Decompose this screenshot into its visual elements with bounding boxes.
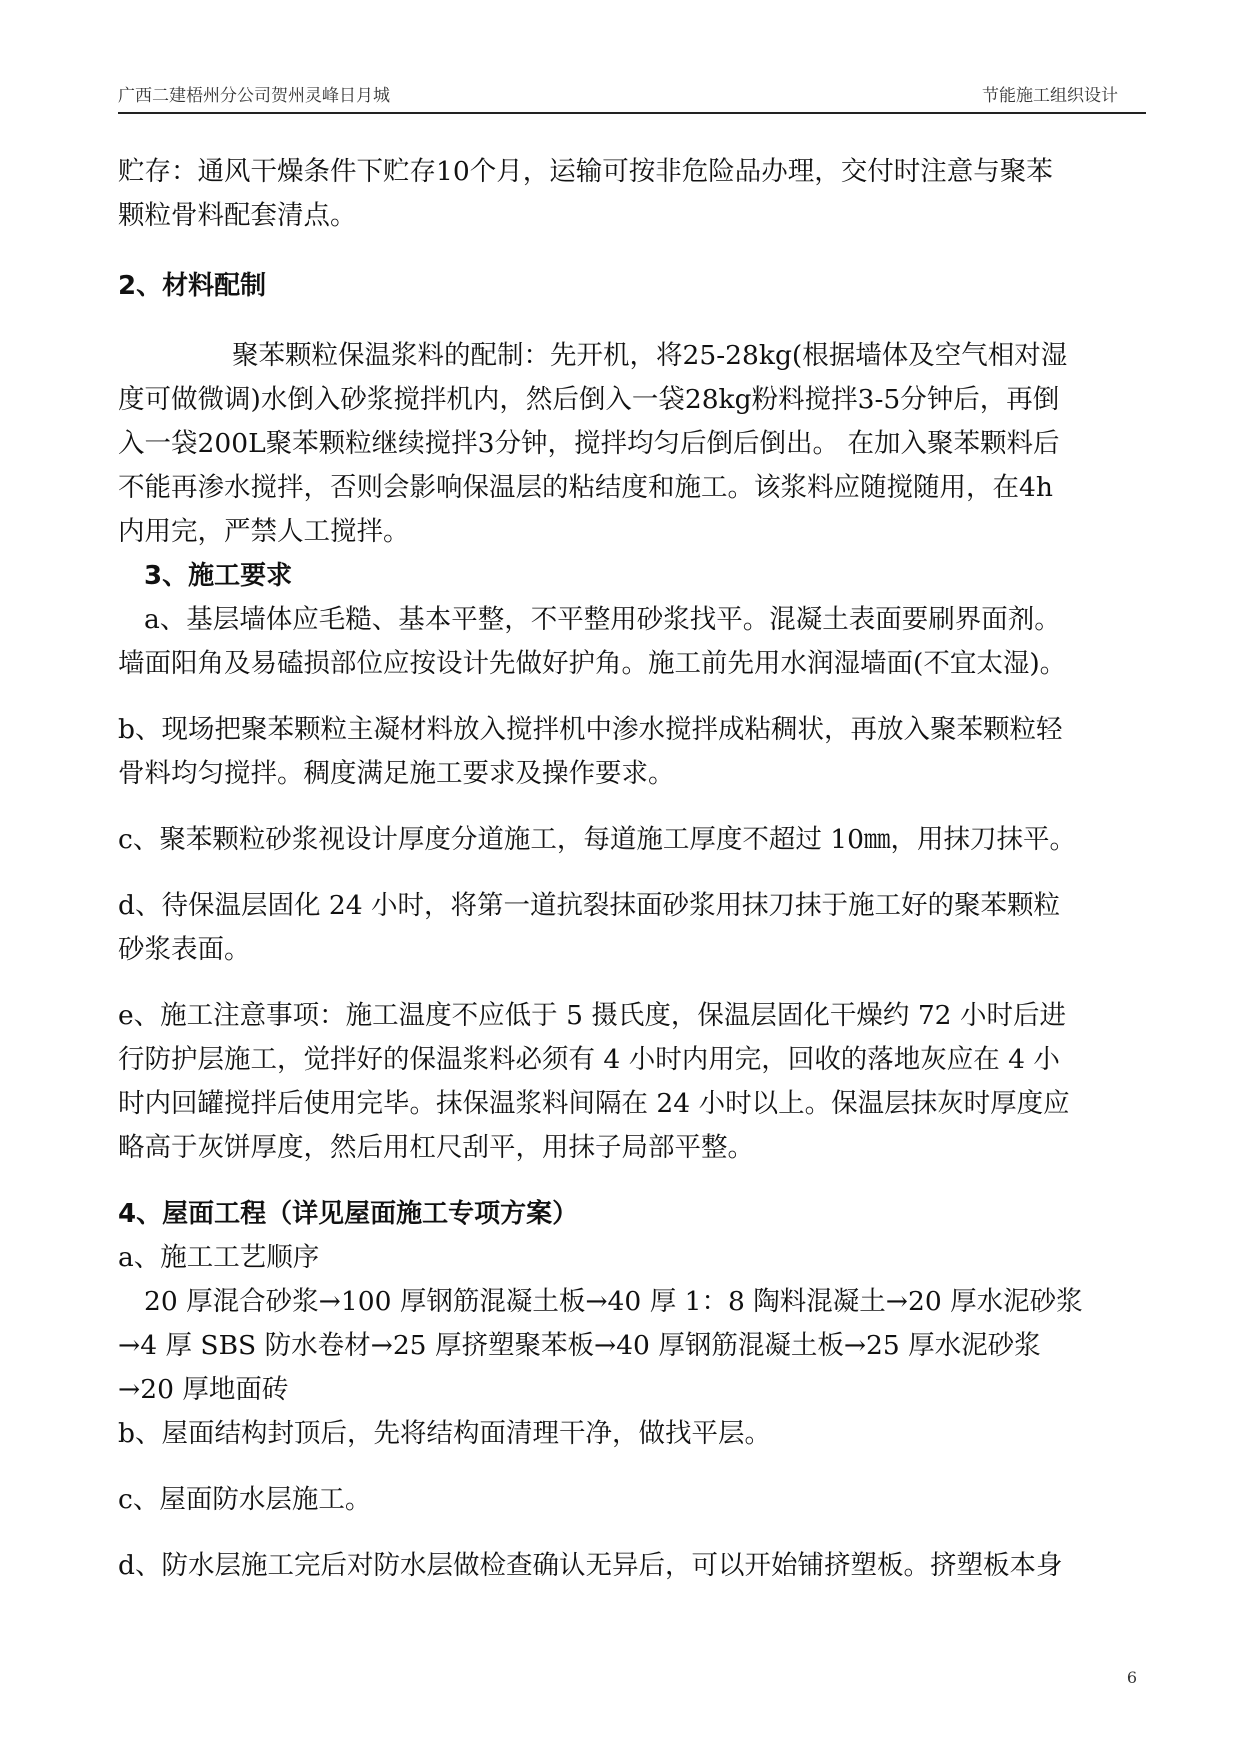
page-header [118, 84, 1146, 114]
item-e-line: e、施工注意事项：施工温度不应低于 5 摄氏度，保温层固化干燥约 72 小时后进 [118, 1000, 1066, 1031]
roof-item-d: d、防水层施工完后对防水层做检查确认无异后，可以开始铺挤塑板。挤塑板本身 [118, 1550, 1063, 1581]
roof-item-a: a、施工工艺顺序 [118, 1242, 320, 1273]
section-heading-materials: 2、材料配制 [118, 271, 267, 301]
header-company: 广西二建梧州分公司贺州灵峰日月城 [118, 86, 390, 106]
item-a-line: a、基层墙体应毛糙、基本平整，不平整用砂浆找平。混凝土表面要刷界面剂。 [144, 604, 1061, 635]
item-c-line: c、聚苯颗粒砂浆视设计厚度分道施工，每道施工厚度不超过 10㎜，用抹刀抹平。 [118, 824, 1076, 855]
item-d-line: d、待保温层固化 24 小时，将第一道抗裂抹面砂浆用抹刀抹于施工好的聚苯颗粒 [118, 890, 1061, 921]
roof-sequence-line: →4 厚 SBS 防水卷材→25 厚挤塑聚苯板→40 厚钢筋混凝土板→25 厚水泥砂浆 [118, 1330, 1041, 1361]
item-d-line: 砂浆表面。 [118, 934, 251, 965]
roof-sequence-line: →20 厚地面砖 [118, 1374, 289, 1405]
mix-paragraph-line: 聚苯颗粒保温浆料的配制：先开机，将25-28kg(根据墙体及空气相对湿 [232, 340, 1068, 371]
section-heading-roof: 4、屋面工程（详见屋面施工专项方案） [118, 1199, 579, 1229]
mix-paragraph-line: 度可做微调)水倒入砂浆搅拌机内，然后倒入一袋28kg粉料搅拌3-5分钟后，再倒 [118, 384, 1060, 415]
item-e-line: 略高于灰饼厚度，然后用杠尺刮平，用抹子局部平整。 [118, 1132, 754, 1163]
item-b-line: 骨料均匀搅拌。稠度满足施工要求及操作要求。 [118, 758, 675, 789]
page-number: 6 [1126, 1668, 1137, 1687]
header-document-title: 节能施工组织设计 [982, 86, 1118, 106]
section-heading-construction: 3、施工要求 [144, 561, 293, 591]
storage-line: 颗粒骨料配套清点。 [118, 200, 357, 231]
mix-paragraph-line: 内用完，严禁人工搅拌。 [118, 516, 410, 547]
storage-line: 贮存：通风干燥条件下贮存10个月，运输可按非危险品办理，交付时注意与聚苯 [118, 156, 1053, 187]
item-b-line: b、现场把聚苯颗粒主凝材料放入搅拌机中渗水搅拌成粘稠状，再放入聚苯颗粒轻 [118, 714, 1063, 745]
mix-paragraph-line: 入一袋200L聚苯颗粒继续搅拌3分钟，搅拌均匀后倒后倒出。 在加入聚苯颗料后 [118, 428, 1060, 459]
roof-item-b: b、屋面结构封顶后，先将结构面清理干净，做找平层。 [118, 1418, 771, 1449]
item-a-line: 墙面阳角及易磕损部位应按设计先做好护角。施工前先用水润湿墙面(不宜太湿)。 [118, 648, 1067, 679]
item-e-line: 时内回罐搅拌后使用完毕。抹保温浆料间隔在 24 小时以上。保温层抹灰时厚度应 [118, 1088, 1070, 1119]
item-e-line: 行防护层施工，觉拌好的保温浆料必须有 4 小时内用完，回收的落地灰应在 4 小 [118, 1044, 1060, 1075]
roof-item-c: c、屋面防水层施工。 [118, 1484, 372, 1515]
roof-sequence-line: 20 厚混合砂浆→100 厚钢筋混凝土板→40 厚 1：8 陶料混凝土→20 厚水泥砂浆 [144, 1286, 1083, 1317]
mix-paragraph-line: 不能再渗水搅拌，否则会影响保温层的粘结度和施工。该浆料应随搅随用，在4h [118, 472, 1053, 503]
document-body [118, 150, 1146, 1588]
